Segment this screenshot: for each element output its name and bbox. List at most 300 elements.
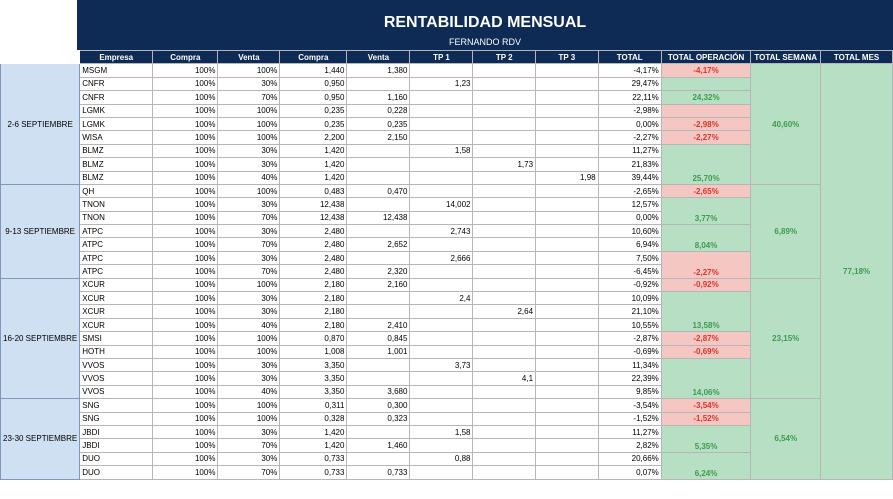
c1-cell: 100%	[153, 292, 218, 305]
v1-cell: 70%	[218, 265, 280, 278]
c2-cell: 3,350	[280, 372, 347, 385]
tp2-cell	[473, 292, 536, 305]
operation-total-cell: -2,65%	[661, 184, 751, 197]
v1-cell: 30%	[218, 251, 280, 264]
column-header: Empresa	[80, 51, 153, 64]
total-cell: 0,00%	[598, 211, 661, 224]
c1-cell: 100%	[153, 385, 218, 398]
operation-total-cell: -1,52%	[661, 412, 751, 425]
company-cell: CNFR	[80, 91, 153, 104]
v2-cell: 0,235	[347, 117, 410, 130]
tp1-cell: 1,58	[410, 144, 473, 157]
tp3-cell	[536, 211, 599, 224]
tp2-cell	[473, 318, 536, 331]
operation-total-cell	[661, 104, 751, 117]
v2-cell	[347, 158, 410, 171]
operation-total-cell: -2,87%	[661, 332, 751, 345]
c1-cell: 100%	[153, 399, 218, 412]
c1-cell: 100%	[153, 278, 218, 291]
c2-cell: 1,420	[280, 144, 347, 157]
total-cell: 0,07%	[598, 466, 661, 479]
total-cell: -0,92%	[598, 278, 661, 291]
sheet-title: RENTABILIDAD MENSUAL	[383, 14, 587, 31]
v1-cell: 100%	[218, 345, 280, 358]
tp3-cell	[536, 91, 599, 104]
tp3-cell	[536, 251, 599, 264]
v1-cell: 70%	[218, 91, 280, 104]
company-cell: SMSI	[80, 332, 153, 345]
company-cell: QH	[80, 184, 153, 197]
total-cell: -3,54%	[598, 399, 661, 412]
tp1-cell	[410, 332, 473, 345]
c1-cell: 100%	[153, 198, 218, 211]
v1-cell: 30%	[218, 358, 280, 371]
v2-cell: 2,160	[347, 278, 410, 291]
tp3-cell	[536, 452, 599, 465]
v2-cell: 0,323	[347, 412, 410, 425]
tp2-cell: 4,1	[473, 372, 536, 385]
v2-cell: 0,845	[347, 332, 410, 345]
c1-cell: 100%	[153, 171, 218, 184]
week-total-cell: 6,89%	[751, 184, 821, 278]
operation-total-cell	[661, 77, 751, 90]
tp1-cell: 1,23	[410, 77, 473, 90]
c2-cell: 12,438	[280, 211, 347, 224]
company-cell: VVOS	[80, 372, 153, 385]
c2-cell: 0,328	[280, 412, 347, 425]
month-total-cell: 77,18%	[821, 64, 893, 479]
v1-cell: 100%	[218, 412, 280, 425]
c1-cell: 100%	[153, 372, 218, 385]
c1-cell: 100%	[153, 158, 218, 171]
tp1-cell	[410, 318, 473, 331]
week-label: 16-20 SEPTIEMBRE	[1, 278, 80, 399]
tp2-cell	[473, 439, 536, 452]
total-cell: -2,65%	[598, 184, 661, 197]
tp1-cell	[410, 171, 473, 184]
total-cell: 22,11%	[598, 91, 661, 104]
company-cell: DUO	[80, 466, 153, 479]
v1-cell: 100%	[218, 64, 280, 77]
total-cell: 29,47%	[598, 77, 661, 90]
returns-table	[0, 50, 893, 480]
v2-cell	[347, 171, 410, 184]
operation-total-cell: 3,77%	[661, 198, 751, 225]
company-cell: VVOS	[80, 358, 153, 371]
tp1-cell: 3,73	[410, 358, 473, 371]
tp1-cell: 2,4	[410, 292, 473, 305]
company-cell: WISA	[80, 131, 153, 144]
total-cell: -1,52%	[598, 412, 661, 425]
tp2-cell	[473, 345, 536, 358]
column-header: Compra	[280, 51, 347, 64]
c2-cell: 2,200	[280, 131, 347, 144]
c2-cell: 0,235	[280, 104, 347, 117]
c1-cell: 100%	[153, 104, 218, 117]
tp2-cell	[473, 466, 536, 479]
tp2-cell	[473, 399, 536, 412]
v1-cell: 40%	[218, 318, 280, 331]
total-cell: 11,27%	[598, 144, 661, 157]
company-cell: BLMZ	[80, 158, 153, 171]
tp3-cell	[536, 439, 599, 452]
c1-cell: 100%	[153, 184, 218, 197]
operation-total-cell: -0,92%	[661, 278, 751, 291]
c1-cell: 100%	[153, 225, 218, 238]
tp2-cell	[473, 251, 536, 264]
tp2-cell	[473, 144, 536, 157]
operation-total-cell: 14,06%	[661, 358, 751, 398]
column-header: TP 2	[473, 51, 536, 64]
company-cell: ATPC	[80, 265, 153, 278]
v1-cell: 100%	[218, 131, 280, 144]
tp2-cell	[473, 425, 536, 438]
company-cell: XCUR	[80, 318, 153, 331]
tp2-cell	[473, 64, 536, 77]
c1-cell: 100%	[153, 466, 218, 479]
tp3-cell	[536, 131, 599, 144]
tp2-cell	[473, 131, 536, 144]
operation-total-cell: -2,98%	[661, 117, 751, 130]
c1-cell: 100%	[153, 238, 218, 251]
v2-cell: 2,652	[347, 238, 410, 251]
tp3-cell	[536, 425, 599, 438]
column-header: TOTAL	[598, 51, 661, 64]
v2-cell	[347, 225, 410, 238]
tp1-cell	[410, 158, 473, 171]
operation-total-cell: -0,69%	[661, 345, 751, 358]
week-label: 23-30 SEPTIEMBRE	[1, 399, 80, 479]
company-cell: BLMZ	[80, 171, 153, 184]
c1-cell: 100%	[153, 265, 218, 278]
v1-cell: 30%	[218, 198, 280, 211]
operation-total-cell: 6,24%	[661, 452, 751, 479]
column-header: TOTAL SEMANA	[751, 51, 821, 64]
c2-cell: 0,950	[280, 77, 347, 90]
tp1-cell	[410, 238, 473, 251]
v2-cell	[347, 77, 410, 90]
c1-cell: 100%	[153, 117, 218, 130]
tp2-cell	[473, 77, 536, 90]
total-cell: 22,39%	[598, 372, 661, 385]
total-cell: -2,87%	[598, 332, 661, 345]
c2-cell: 1,440	[280, 64, 347, 77]
column-header: Compra	[153, 51, 218, 64]
company-cell: MSGM	[80, 64, 153, 77]
c2-cell: 1,420	[280, 158, 347, 171]
company-cell: TNON	[80, 211, 153, 224]
tp3-cell	[536, 385, 599, 398]
v2-cell	[347, 251, 410, 264]
tp1-cell: 0,88	[410, 452, 473, 465]
v1-cell: 30%	[218, 144, 280, 157]
c2-cell: 3,350	[280, 358, 347, 371]
tp3-cell	[536, 158, 599, 171]
tp2-cell	[473, 452, 536, 465]
v1-cell: 40%	[218, 171, 280, 184]
c1-cell: 100%	[153, 305, 218, 318]
tp3-cell	[536, 265, 599, 278]
v1-cell: 100%	[218, 278, 280, 291]
week-total-cell: 40,60%	[751, 64, 821, 185]
total-cell: 6,94%	[598, 238, 661, 251]
company-cell: CNFR	[80, 77, 153, 90]
sheet-subtitle: FERNANDO RDV	[448, 37, 521, 47]
tp3-cell	[536, 184, 599, 197]
c2-cell: 0,483	[280, 184, 347, 197]
v1-cell: 30%	[218, 292, 280, 305]
company-cell: SNG	[80, 399, 153, 412]
tp3-cell	[536, 117, 599, 130]
v2-cell	[347, 452, 410, 465]
v1-cell: 100%	[218, 399, 280, 412]
tp1-cell	[410, 104, 473, 117]
v2-cell	[347, 198, 410, 211]
tp1-cell	[410, 278, 473, 291]
company-cell: XCUR	[80, 305, 153, 318]
tp2-cell	[473, 412, 536, 425]
tp1-cell	[410, 399, 473, 412]
v1-cell: 40%	[218, 385, 280, 398]
total-cell: -0,69%	[598, 345, 661, 358]
tp1-cell: 2,743	[410, 225, 473, 238]
c2-cell: 12,438	[280, 198, 347, 211]
total-cell: -2,98%	[598, 104, 661, 117]
tp3-cell	[536, 345, 599, 358]
tp1-cell	[410, 184, 473, 197]
blank-corner	[0, 0, 77, 50]
v2-cell	[347, 425, 410, 438]
v1-cell: 100%	[218, 332, 280, 345]
week-label: 9-13 SEPTIEMBRE	[1, 184, 80, 278]
v2-cell: 2,150	[347, 131, 410, 144]
c2-cell: 0,311	[280, 399, 347, 412]
tp1-cell: 2,666	[410, 251, 473, 264]
v2-cell: 2,320	[347, 265, 410, 278]
company-cell: TNON	[80, 198, 153, 211]
v1-cell: 30%	[218, 372, 280, 385]
c2-cell: 0,870	[280, 332, 347, 345]
operation-total-cell: -2,27%	[661, 131, 751, 144]
header-blank	[1, 51, 80, 64]
company-cell: ATPC	[80, 251, 153, 264]
v2-cell: 3,680	[347, 385, 410, 398]
week-label: 2-6 SEPTIEMBRE	[1, 64, 80, 185]
c1-cell: 100%	[153, 412, 218, 425]
v2-cell: 0,228	[347, 104, 410, 117]
total-cell: 12,57%	[598, 198, 661, 211]
company-cell: SNG	[80, 412, 153, 425]
v2-cell: 12,438	[347, 211, 410, 224]
c1-cell: 100%	[153, 332, 218, 345]
tp1-cell	[410, 64, 473, 77]
v2-cell	[347, 305, 410, 318]
table-body	[1, 64, 893, 479]
tp3-cell	[536, 77, 599, 90]
operation-total-cell: -2,27%	[661, 251, 751, 278]
table-row	[1, 278, 893, 291]
tp3-cell	[536, 399, 599, 412]
company-cell: VVOS	[80, 385, 153, 398]
total-cell: 10,60%	[598, 225, 661, 238]
c1-cell: 100%	[153, 251, 218, 264]
company-cell: HOTH	[80, 345, 153, 358]
c1-cell: 100%	[153, 452, 218, 465]
column-header: TOTAL OPERACIÓN	[661, 51, 751, 64]
c2-cell: 0,733	[280, 452, 347, 465]
column-header: TP 1	[410, 51, 473, 64]
v2-cell: 1,001	[347, 345, 410, 358]
tp2-cell	[473, 198, 536, 211]
tp1-cell	[410, 439, 473, 452]
tp2-cell	[473, 265, 536, 278]
column-header: TP 3	[536, 51, 599, 64]
v2-cell: 0,300	[347, 399, 410, 412]
v1-cell: 70%	[218, 439, 280, 452]
tp1-cell	[410, 385, 473, 398]
tp2-cell	[473, 184, 536, 197]
v1-cell: 30%	[218, 225, 280, 238]
tp3-cell	[536, 292, 599, 305]
operation-total-cell: -4,17%	[661, 64, 751, 77]
v2-cell: 0,470	[347, 184, 410, 197]
table-row	[1, 64, 893, 77]
total-cell: 11,27%	[598, 425, 661, 438]
tp1-cell	[410, 131, 473, 144]
c2-cell: 0,950	[280, 91, 347, 104]
c2-cell: 1,420	[280, 439, 347, 452]
column-header: Venta	[347, 51, 410, 64]
tp2-cell	[473, 385, 536, 398]
c2-cell: 2,180	[280, 318, 347, 331]
total-cell: 0,00%	[598, 117, 661, 130]
c2-cell: 3,350	[280, 385, 347, 398]
tp3-cell	[536, 318, 599, 331]
tp1-cell	[410, 91, 473, 104]
tp1-cell	[410, 305, 473, 318]
total-cell: -4,17%	[598, 64, 661, 77]
tp1-cell	[410, 345, 473, 358]
tp2-cell: 2,64	[473, 305, 536, 318]
tp3-cell	[536, 412, 599, 425]
company-cell: DUO	[80, 452, 153, 465]
tp3-cell	[536, 466, 599, 479]
tp1-cell: 14,002	[410, 198, 473, 211]
tp2-cell	[473, 117, 536, 130]
tp2-cell	[473, 104, 536, 117]
total-cell: 39,44%	[598, 171, 661, 184]
company-cell: JBDI	[80, 439, 153, 452]
total-cell: 9,85%	[598, 385, 661, 398]
v2-cell	[347, 372, 410, 385]
v1-cell: 30%	[218, 77, 280, 90]
tp1-cell	[410, 117, 473, 130]
company-cell: LGMK	[80, 104, 153, 117]
tp1-cell	[410, 466, 473, 479]
total-cell: 20,66%	[598, 452, 661, 465]
tp2-cell	[473, 278, 536, 291]
week-total-cell: 23,15%	[751, 278, 821, 399]
company-cell: XCUR	[80, 292, 153, 305]
company-cell: ATPC	[80, 238, 153, 251]
v1-cell: 70%	[218, 238, 280, 251]
v1-cell: 100%	[218, 117, 280, 130]
c1-cell: 100%	[153, 211, 218, 224]
tp3-cell	[536, 104, 599, 117]
tp2-cell	[473, 91, 536, 104]
v1-cell: 100%	[218, 184, 280, 197]
tp2-cell: 1,73	[473, 158, 536, 171]
title-bar	[77, 0, 893, 50]
c1-cell: 100%	[153, 425, 218, 438]
v2-cell: 1,460	[347, 439, 410, 452]
c2-cell: 2,480	[280, 251, 347, 264]
tp3-cell	[536, 332, 599, 345]
v2-cell: 0,733	[347, 466, 410, 479]
c2-cell: 2,480	[280, 265, 347, 278]
c1-cell: 100%	[153, 77, 218, 90]
c2-cell: 2,180	[280, 278, 347, 291]
c1-cell: 100%	[153, 91, 218, 104]
c2-cell: 1,420	[280, 425, 347, 438]
total-cell: 11,34%	[598, 358, 661, 371]
v2-cell: 1,160	[347, 91, 410, 104]
c1-cell: 100%	[153, 345, 218, 358]
v2-cell	[347, 358, 410, 371]
c2-cell: 0,733	[280, 466, 347, 479]
tp2-cell	[473, 358, 536, 371]
total-cell: 21,83%	[598, 158, 661, 171]
tp3-cell	[536, 278, 599, 291]
c1-cell: 100%	[153, 131, 218, 144]
v2-cell: 2,410	[347, 318, 410, 331]
v1-cell: 70%	[218, 466, 280, 479]
c2-cell: 0,235	[280, 117, 347, 130]
operation-total-cell: 8,04%	[661, 225, 751, 252]
tp3-cell	[536, 144, 599, 157]
company-cell: ATPC	[80, 225, 153, 238]
tp1-cell	[410, 372, 473, 385]
c1-cell: 100%	[153, 439, 218, 452]
total-cell: 7,50%	[598, 251, 661, 264]
tp1-cell	[410, 412, 473, 425]
table-row	[1, 184, 893, 197]
operation-total-cell: 24,32%	[661, 91, 751, 104]
c1-cell: 100%	[153, 64, 218, 77]
total-cell: 10,09%	[598, 292, 661, 305]
c2-cell: 1,008	[280, 345, 347, 358]
tp2-cell	[473, 332, 536, 345]
c1-cell: 100%	[153, 358, 218, 371]
v2-cell	[347, 144, 410, 157]
tp2-cell	[473, 211, 536, 224]
total-cell: -2,27%	[598, 131, 661, 144]
tp3-cell	[536, 225, 599, 238]
total-cell: 21,10%	[598, 305, 661, 318]
tp2-cell	[473, 238, 536, 251]
v2-cell	[347, 292, 410, 305]
tp1-cell	[410, 265, 473, 278]
company-cell: LGMK	[80, 117, 153, 130]
tp3-cell	[536, 198, 599, 211]
column-header: Venta	[218, 51, 280, 64]
c2-cell: 2,480	[280, 225, 347, 238]
tp3-cell	[536, 372, 599, 385]
operation-total-cell: 5,35%	[661, 425, 751, 452]
v1-cell: 30%	[218, 305, 280, 318]
c2-cell: 2,180	[280, 305, 347, 318]
header-row	[1, 51, 893, 64]
